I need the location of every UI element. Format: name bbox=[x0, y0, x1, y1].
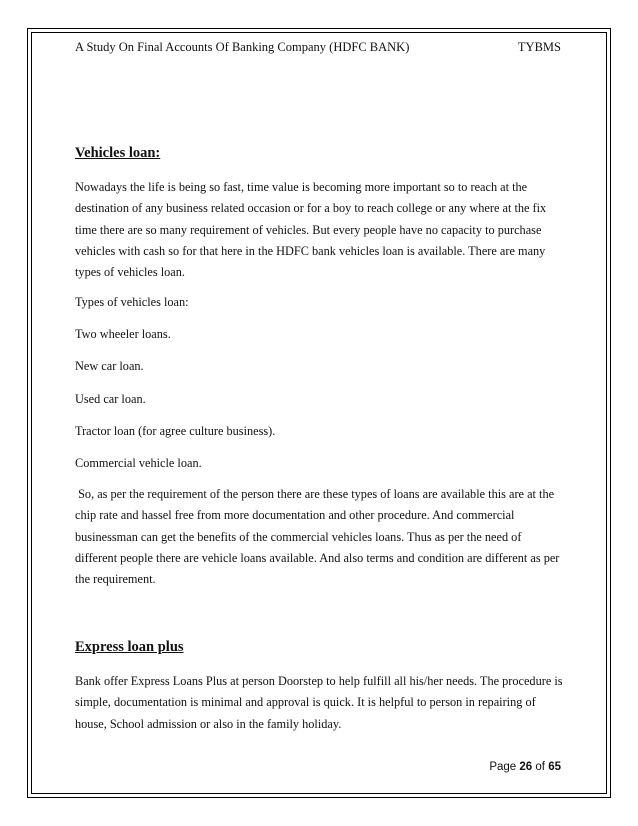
page-number bbox=[489, 761, 561, 773]
vehicles-loan-intro: Nowadays the life is being so fast, time value is becoming more important so to reach at the destination of any business related occasion or for a boy to reach college or any where at the fix time there are so many requirement of vehicles. But every people have no capacity to purchase vehicles with cash so for that here in the HDFC bank vehicles loan is available. There are many types of vehicles loan. bbox=[75, 180, 547, 280]
list-item: New car loan. bbox=[75, 359, 144, 373]
list-item: Commercial vehicle loan. bbox=[75, 456, 202, 470]
total-pages: 65 bbox=[548, 761, 561, 773]
of-label: of bbox=[535, 761, 545, 773]
list-item: Tractor loan (for agree culture business). bbox=[75, 424, 276, 438]
header-course: TYBMS bbox=[517, 40, 561, 54]
types-label: Types of vehicles loan: bbox=[75, 295, 189, 309]
list-item: Used car loan. bbox=[75, 392, 146, 406]
vehicles-loan-heading: Vehicles loan: bbox=[75, 145, 161, 161]
list-item: Two wheeler loans. bbox=[75, 327, 171, 341]
header-title: A Study On Final Accounts Of Banking Company (HDFC BANK) bbox=[75, 40, 410, 54]
express-loan-text: Bank offer Express Loans Plus at person Doorstep to help fulfill all his/her needs. The procedure is simple, documentation is minimal and approval is quick. It is helpful to person in repairing of house, School admission or also in the family holiday. bbox=[75, 674, 563, 731]
page-label: Page bbox=[489, 761, 517, 773]
current-page: 26 bbox=[519, 761, 533, 773]
vehicles-loan-conclusion: So, as per the requirement of the person there are these types of loans are available this are at the chip rate and hassel free from more documentation and other procedure. And commercial businessman can get the benefits of the commercial vehicles loans. Thus as per the need of different people there are vehicle loans available. And also terms and condition are different as per the requirement. bbox=[75, 487, 563, 587]
express-loan-heading: Express loan plus bbox=[75, 639, 184, 655]
